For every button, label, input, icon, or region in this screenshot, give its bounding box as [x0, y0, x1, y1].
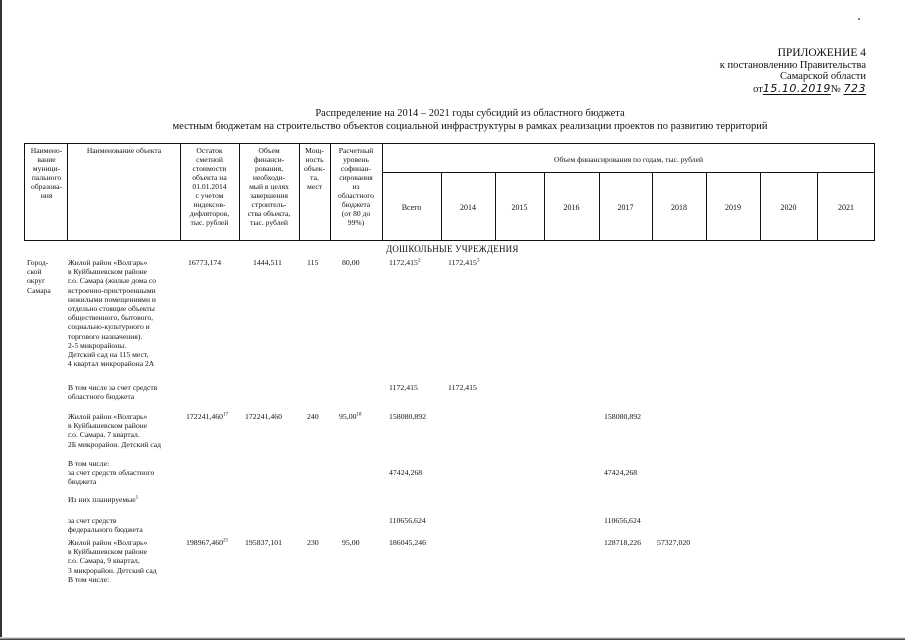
section-title: ДОШКОЛЬНЫЕ УЧРЕЖДЕНИЯ	[386, 244, 519, 254]
footnote-ref: 3	[476, 258, 480, 264]
year-2017-amount: 128718,226	[604, 538, 642, 547]
footnote-ref: 2	[417, 258, 421, 264]
header-object: Наименование объекта	[86, 146, 162, 155]
object-name: Жилой район «Волгарь» в Куйбышевском районе г.о. Самара (жилые дома со встроенно-пристроенными нежилыми помещениями и отдельно стоящие объекты общественного, бытового, социально-культурного и торгового назначения). 2-5 микрорайоны. Детский сад на 115 мест, 4 квартал микрорайона 2А	[68, 258, 157, 369]
header-year-2018: 2018	[671, 203, 687, 212]
cofinancing-level: 80,00	[342, 258, 360, 267]
header-year-2017: 2017	[617, 203, 634, 212]
remaining-cost	[186, 412, 228, 421]
funding-volume: 172241,460	[245, 412, 283, 421]
title-line1: Распределение на 2014 – 2021 годы субсидий из областного бюджета	[315, 108, 625, 119]
scan-speck	[858, 18, 860, 20]
decree-number: 723	[843, 81, 866, 95]
header-municipality: Наимено- вание муници- пального образова- ния	[30, 146, 63, 200]
appendix-line2: Самарской области	[780, 71, 866, 82]
header-year-2020: 2020	[780, 203, 797, 212]
total-value: 1172,415	[389, 383, 418, 392]
total-value: 186045,246	[389, 538, 427, 547]
object-name: В том числе за счет средств областного бюджета	[68, 383, 158, 402]
total	[389, 258, 420, 267]
capacity: 240	[307, 412, 319, 421]
object-name: за счет средств федерального бюджета	[68, 516, 143, 535]
footnote-ref: 17	[223, 412, 229, 418]
year-2017-amount: 110656,624	[604, 516, 641, 525]
remaining-cost-value: 172241,460	[186, 412, 224, 421]
footnote-ref: 18	[356, 412, 362, 418]
header-year-2016: 2016	[563, 203, 580, 212]
row-divider	[382, 172, 874, 173]
title-line2: местным бюджетам на строительство объектов социальной инфраструктуры в рамках реализации проектов по развитию территорий	[172, 120, 768, 132]
object-name: В том числе: за счет средств областного бюджета	[68, 459, 155, 487]
header-capacity: Мощ- ность объек- та, мест	[304, 146, 325, 191]
number-prefix: №	[830, 83, 841, 95]
date-prefix: от	[753, 83, 763, 95]
decree-date-line	[640, 83, 866, 96]
capacity: 115	[307, 258, 319, 267]
object-name-text: Из них планируемые	[68, 495, 136, 504]
header-funding-by-years: Объем финансирования по годам, тыс. рублей	[553, 155, 704, 164]
remaining-cost-value: 198967,460	[186, 538, 224, 547]
object-name: Жилой район «Волгарь» в Куйбышевском районе г.о. Самара, 9 квартал, 3 микрорайон. Детский сад	[68, 538, 157, 575]
year-2014-amount: 1172,415	[448, 383, 477, 392]
remaining-cost: 16773,174	[188, 258, 222, 267]
document-title	[120, 108, 820, 133]
col-divider	[67, 144, 68, 240]
remaining-cost	[186, 538, 228, 547]
header-year-2019: 2019	[725, 203, 741, 212]
cofinancing-level: 95,00	[342, 538, 360, 547]
header-year-2021: 2021	[838, 203, 854, 212]
appendix-block	[640, 48, 866, 95]
year-2014-amount: 1172,415	[448, 258, 477, 267]
funding-volume: 1444,511	[253, 258, 282, 267]
total-value: 110656,624	[389, 516, 426, 525]
appendix-line1: к постановлению Правительства	[719, 59, 866, 71]
total-value: 158080,892	[389, 412, 427, 421]
object-name	[68, 495, 193, 504]
municipality-name: Город- ской округ Самара	[27, 258, 51, 295]
footnote-ref: 25	[223, 538, 229, 544]
funding-volume: 195837,101	[245, 538, 283, 547]
object-name: Жилой район «Волгарь» в Куйбышевском районе г.о. Самара. 7 квартал. 2Б микрорайон. Детский сад	[68, 412, 161, 449]
cofinancing-value: 95,00	[339, 412, 357, 421]
cofinancing-level	[339, 412, 362, 421]
year-2017-amount: 158080,892	[604, 412, 642, 421]
header-funding-volume: Объем финанси- рования, необходи- мый в целях завершения строитель- ства объекта, тыс. рублей	[247, 146, 291, 227]
footnote-ref: 1	[135, 495, 139, 501]
year-2014-value	[448, 258, 479, 267]
appendix-title: ПРИЛОЖЕНИЕ 4	[777, 47, 866, 59]
scan-left-edge	[0, 0, 2, 640]
header-cofinancing: Расчетный уровень софинан- сирования из областного бюджета (от 80 до 99%)	[338, 146, 374, 227]
header-total: Всего	[401, 203, 422, 212]
total-value: 47424,268	[389, 468, 423, 477]
year-2017-amount: 47424,268	[604, 468, 638, 477]
header-year-2015: 2015	[511, 203, 528, 212]
header-year-2014: 2014	[460, 203, 476, 212]
total-value: 1172,415	[389, 258, 418, 267]
header-remaining-cost: Остаток сметной стоимости объекта на 01.01.2014 с учетом индексов- дефляторов, тыс. рублей	[189, 146, 230, 227]
table-header	[24, 143, 875, 241]
object-name: В том числе:	[68, 575, 110, 584]
capacity: 230	[307, 538, 319, 547]
year-2018-amount: 57327,020	[657, 538, 691, 547]
decree-date: 15.10.2019	[762, 81, 831, 95]
